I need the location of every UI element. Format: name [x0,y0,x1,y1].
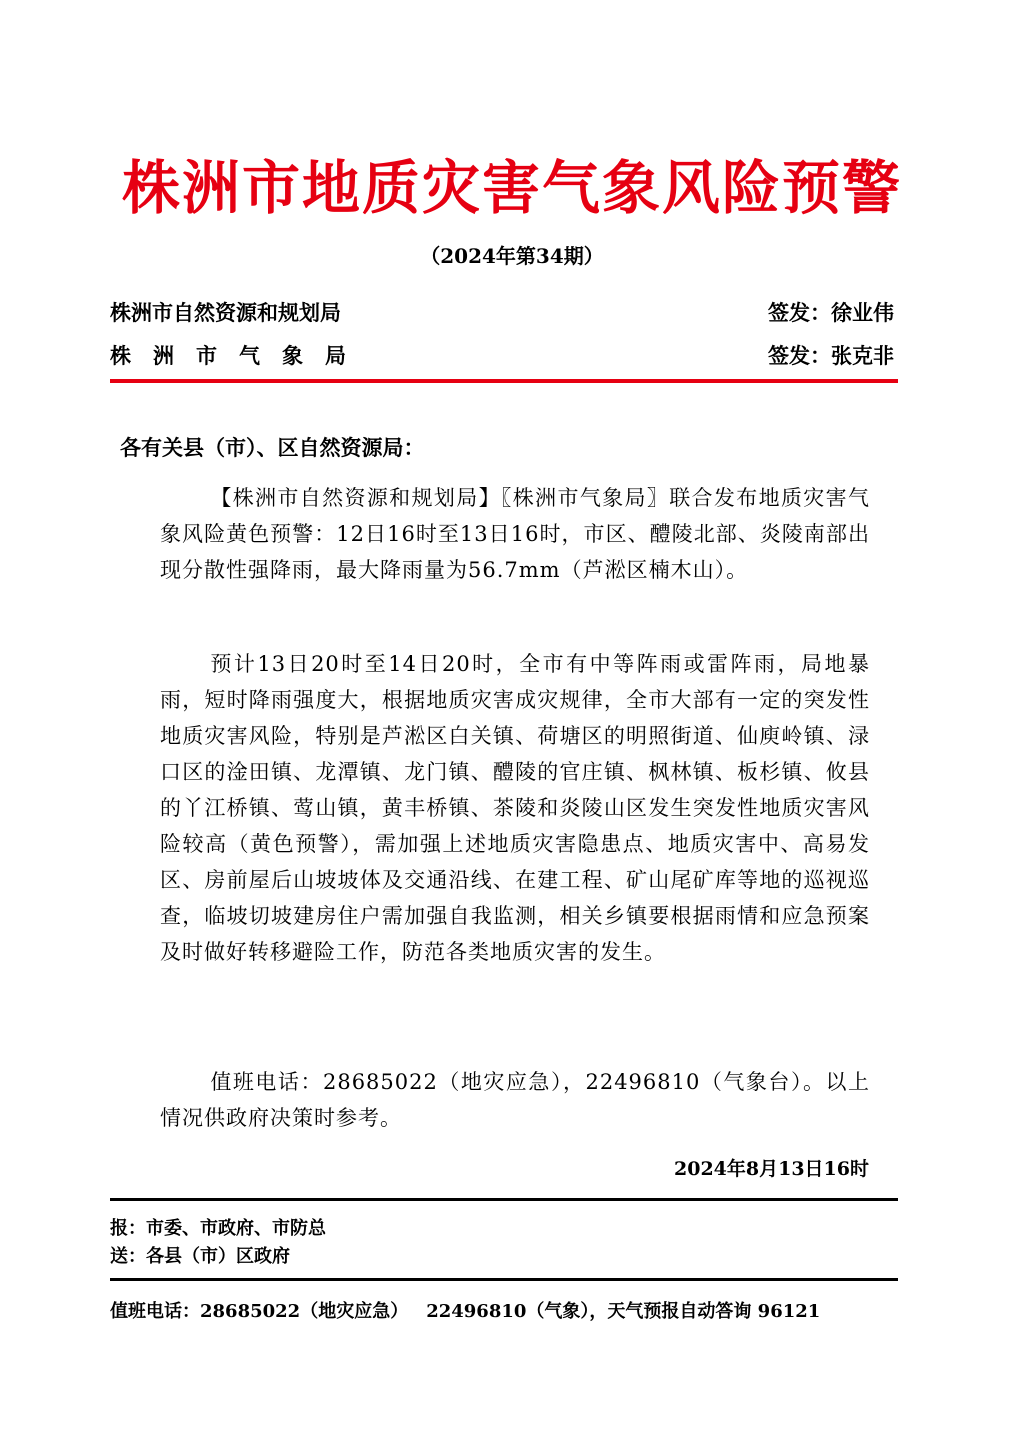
hotline [110,1297,820,1323]
red-divider [110,379,898,383]
paragraph-1: 【株洲市自然资源和规划局】〖株洲市气象局〗联合发布地质灾害气象风险黄色预警：12日16时至13日16时，市区、醴陵北部、炎陵南部出现分散性强降雨，最大降雨量为56.7mm（芦淞区楠木山）。 [160,486,870,582]
paragraph-2: 预计13日20时至14日20时，全市有中等阵雨或雷阵雨，局地暴雨，短时降雨强度大，根据地质灾害成灾规律，全市大部有一定的突发性地质灾害风险，特别是芦淞区白关镇、荷塘区的明照街道、仙庾岭镇、渌口区的淦田镇、龙潭镇、龙门镇、醴陵的官庄镇、枫林镇、板杉镇、攸县的丫江桥镇、莺山镇，黄丰桥镇、茶陵和炎陵山区发生突发性地质灾害风险较高（黄色预警），需加强上述地质灾害隐患点、地质灾害中、高易发区、房前屋后山坡坡体及交通沿线、在建工程、矿山尾矿库等地的巡视巡查，临坡切坡建房住户需加强自我监测，相关乡镇要根据雨情和应急预案及时做好转移避险工作，防范各类地质灾害的发生。 [160,652,870,964]
hotline-weather: 22496810（气象），天气预报自动答询 96121 [426,1301,821,1322]
signer-2 [768,340,894,370]
issue-date: 2024年8月13日16时 [674,1158,869,1180]
report-to: 报：市委、市政府、市防总 [110,1218,326,1239]
top-footer-divider [110,1198,898,1201]
send-to: 送：各县（市）区政府 [110,1246,290,1267]
paragraph-3: 值班电话：28685022（地灾应急），22496810（气象台）。以上情况供政府决策时参考。 [160,1070,870,1130]
issue-number: （2024年第34期） [420,244,604,268]
signer-name-1: 徐业伟 [831,300,894,325]
hotline-label: 值班电话：28685022（地灾应急） [110,1301,409,1322]
signer-name-2: 张克非 [831,343,894,368]
sign-label-2: 签发： [768,343,831,368]
signer-1 [768,297,894,327]
salutation: 各有关县（市）、区自然资源局： [120,435,425,460]
issuer-org-2: 株洲市气象局 [110,343,368,368]
document-title: 株洲市地质灾害气象风险预警 [121,154,902,222]
bottom-footer-divider [110,1278,898,1281]
sign-label-1: 签发： [768,300,831,325]
issuer-org-1: 株洲市自然资源和规划局 [110,300,341,325]
